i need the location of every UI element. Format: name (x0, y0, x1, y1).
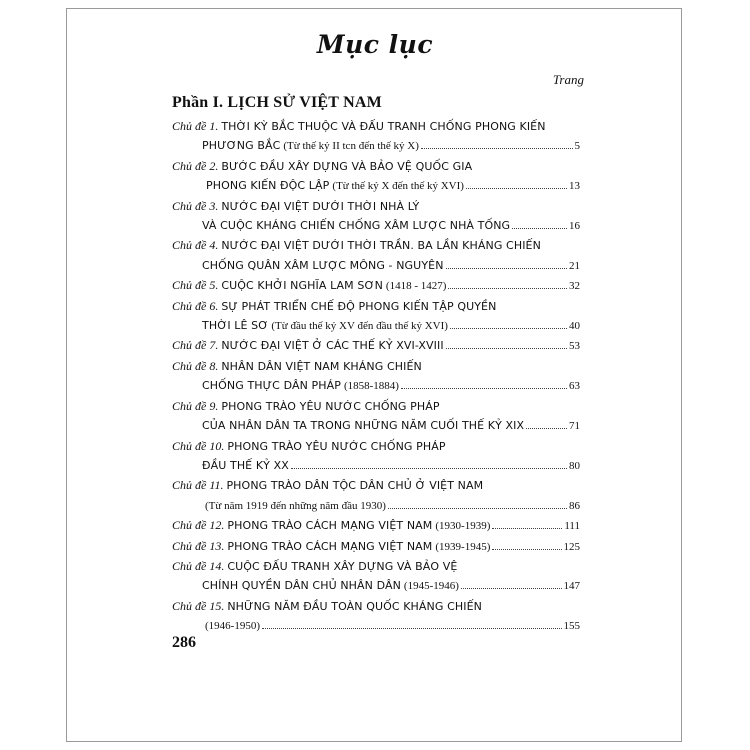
leader-dots (492, 549, 561, 550)
toc-entry-subtitle: (Từ thế kỷ II tcn đến thế kỷ X) (283, 140, 419, 153)
leader-dots (466, 188, 567, 189)
toc-entry-page: 32 (569, 280, 580, 293)
toc-entry-title: PHONG TRÀO YÊU NƯỚC CHỐNG PHÁP (227, 439, 446, 453)
toc-entry-page: 111 (564, 520, 580, 533)
toc-entry-label: Chủ đề 3. (172, 198, 219, 213)
toc-entry[interactable] (172, 236, 580, 276)
toc-entry-subtitle: (Từ thế kỷ X đến thế kỷ XVI) (332, 180, 464, 193)
leader-dots (492, 528, 562, 529)
toc-entry[interactable] (172, 197, 580, 237)
leader-dots (461, 588, 562, 589)
toc-entry-title: NƯỚC ĐẠI VIỆT Ở CÁC THẾ KỶ XVI-XVIII (221, 339, 444, 353)
toc-entry[interactable] (172, 537, 580, 557)
leader-dots (446, 268, 567, 269)
toc-entry-label: Chủ đề 12. (172, 518, 225, 533)
toc-entry[interactable] (172, 437, 580, 477)
toc-entry-title-cont: CỦA NHÂN DÂN TA TRONG NHỮNG NĂM CUỐI THẾ KỶ XIX (202, 419, 525, 433)
toc-entry-subtitle: (1858-1884) (343, 380, 399, 393)
toc-entry-page: 40 (569, 320, 580, 333)
toc-entry-title: BƯỚC ĐẦU XÂY DỰNG VÀ BẢO VỆ QUỐC GIA (221, 159, 473, 173)
toc-entry[interactable] (172, 476, 580, 516)
toc-entry-label: Chủ đề 6. (172, 298, 219, 313)
leader-dots (526, 428, 567, 429)
toc-entry-title-cont: CHỐNG QUÂN XÂM LƯỢC MÔNG - NGUYÊN (202, 258, 444, 272)
toc-entry-title: SỰ PHÁT TRIỂN CHẾ ĐỘ PHONG KIẾN TẬP QUYỀN (221, 299, 497, 313)
toc-entry-page: 147 (563, 580, 580, 593)
toc-entry-page: 53 (569, 340, 580, 353)
toc-entry-title: NƯỚC ĐẠI VIỆT DƯỚI THỜI NHÀ LÝ (221, 199, 420, 213)
toc-entry[interactable] (172, 117, 580, 157)
leader-dots (401, 388, 567, 389)
toc-entry-page: 5 (574, 140, 580, 153)
toc-entry-title-cont: PHƯƠNG BẮC (202, 139, 281, 153)
toc-entry-page: 21 (569, 259, 580, 272)
toc-entry-label: Chủ đề 1. (172, 119, 219, 133)
toc-entry[interactable] (172, 157, 580, 197)
toc-entry-title: CUỘC ĐẤU TRANH XÂY DỰNG VÀ BẢO VỆ (227, 559, 458, 573)
toc-entry-label: Chủ đề 15. (172, 598, 225, 613)
toc-entry[interactable] (172, 557, 580, 597)
toc-entry[interactable] (172, 336, 580, 356)
toc-entry-label: Chủ đề 5. (172, 278, 219, 293)
toc-entry-page: 13 (569, 180, 580, 193)
toc-entry-title: NHỮNG NĂM ĐẦU TOÀN QUỐC KHÁNG CHIẾN (227, 599, 482, 613)
toc-entry-label: Chủ đề 14. (172, 558, 225, 573)
toc-entry[interactable] (172, 597, 580, 637)
toc-entry-title-cont: PHONG KIẾN ĐỘC LẬP (206, 179, 330, 193)
page-title: Mục lục (316, 30, 434, 59)
toc-entry[interactable] (172, 397, 580, 437)
part-heading: Phần I. LỊCH SỬ VIỆT NAM (172, 94, 382, 111)
leader-dots (512, 228, 567, 229)
toc-entry-title-cont: VÀ CUỘC KHÁNG CHIẾN CHỐNG XÂM LƯỢC NHÀ TỐNG (202, 219, 511, 233)
toc-entry-label: Chủ đề 11. (172, 478, 224, 493)
toc-entry-page: 125 (563, 540, 580, 553)
toc-entry-title-cont: ĐẦU THẾ KỶ XX (202, 458, 289, 472)
page-column-label: Trang (552, 72, 584, 87)
leader-dots (421, 148, 573, 149)
toc-entry-title: NHÂN DÂN VIỆT NAM KHÁNG CHIẾN (221, 359, 422, 373)
toc-entry-subtitle: (1945-1946) (403, 580, 459, 593)
toc-entry-title-cont: CHỐNG THỰC DÂN PHÁP (202, 379, 341, 393)
toc-entry-title: PHONG TRÀO YÊU NƯỚC CHỐNG PHÁP (221, 399, 440, 413)
toc-entry-title-cont: CHÍNH QUYỀN DÂN CHỦ NHÂN DÂN (202, 579, 401, 593)
leader-dots (448, 288, 567, 289)
toc-entry-label: Chủ đề 9. (172, 398, 219, 413)
toc-entry-subtitle: (1418 - 1427) (385, 280, 447, 293)
page-number: 286 (172, 634, 196, 651)
toc-entry-page: 63 (569, 380, 580, 393)
toc-entry[interactable] (172, 276, 580, 296)
toc-entry-title: CUỘC KHỞI NGHĨA LAM SƠN (221, 279, 383, 293)
toc-entry-subtitle: (Từ năm 1919 đến những năm đầu 1930) (205, 499, 386, 512)
toc-entry-title: NƯỚC ĐẠI VIỆT DƯỚI THỜI TRẦN. BA LẦN KHÁNG CHIẾN (221, 239, 541, 253)
leader-dots (388, 508, 567, 509)
toc-entry-title: PHONG TRÀO CÁCH MẠNG VIỆT NAM (227, 539, 433, 553)
toc-entry-subtitle: (1930-1939) (435, 520, 491, 533)
toc-entry-title: PHONG TRÀO CÁCH MẠNG VIỆT NAM (227, 519, 433, 533)
toc-entry[interactable] (172, 357, 580, 397)
toc-entry-page: 86 (569, 499, 580, 512)
toc-entry-title-cont: THỜI LÊ SƠ (202, 319, 269, 333)
leader-dots (291, 468, 567, 469)
toc-entry-label: Chủ đề 7. (172, 338, 219, 353)
toc-entry[interactable] (172, 516, 580, 536)
leader-dots (446, 348, 567, 349)
toc-entry-title: THỜI KỲ BẮC THUỘC VÀ ĐẤU TRANH CHỐNG PHONG KIẾN (221, 120, 546, 133)
toc-entry-subtitle: (1939-1945) (435, 540, 491, 553)
toc-entry-subtitle: (Từ đầu thế kỷ XV đến đầu thế kỷ XVI) (271, 320, 448, 333)
leader-dots (450, 328, 567, 329)
toc-entry-label: Chủ đề 10. (172, 438, 225, 453)
toc-entry-page: 16 (569, 220, 580, 233)
leader-dots (262, 628, 562, 629)
toc-entry-label: Chủ đề 2. (172, 158, 219, 173)
toc-entry-label: Chủ đề 8. (172, 358, 219, 373)
toc-entry-page: 80 (569, 459, 580, 472)
toc-entry-label: Chủ đề 4. (172, 238, 219, 253)
toc-entry-label: Chủ đề 13. (172, 538, 225, 553)
toc-entry[interactable] (172, 297, 580, 337)
toc-entry-subtitle: (1946-1950) (205, 620, 260, 633)
toc-entry-page: 155 (563, 620, 580, 633)
table-of-contents (172, 117, 580, 637)
toc-entry-page: 71 (569, 420, 580, 433)
toc-entry-title: PHONG TRÀO DÂN TỘC DÂN CHỦ Ở VIỆT NAM (226, 479, 484, 493)
